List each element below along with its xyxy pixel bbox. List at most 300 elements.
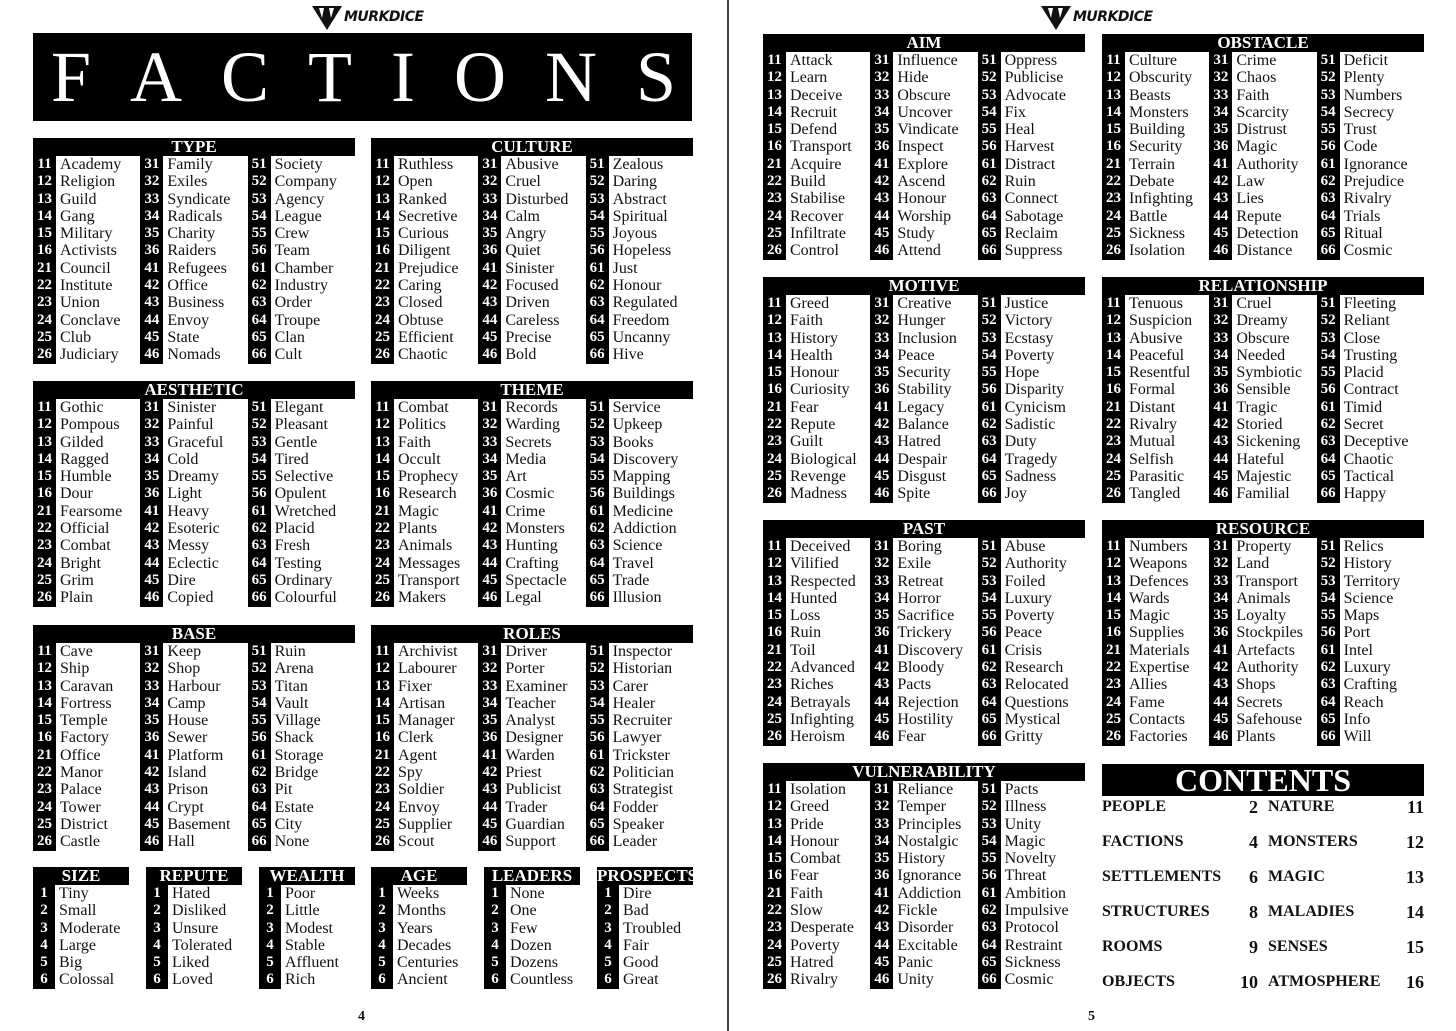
roll-number: 2: [153, 902, 161, 919]
roll-result: Obtuse: [398, 311, 444, 329]
contents-entry[interactable]: [1102, 796, 1258, 831]
roll-result: Advanced: [790, 659, 855, 677]
roll-number: 42: [1213, 173, 1229, 190]
roll-number: 64: [981, 936, 997, 953]
roll-result: Club: [60, 328, 92, 346]
roll-number: 31: [482, 156, 498, 172]
roll-result: Angry: [505, 225, 547, 243]
roll-number: 53: [981, 86, 997, 103]
contents-entry[interactable]: [1268, 831, 1424, 866]
roll-number: 16: [1106, 624, 1121, 641]
table-repute: [146, 867, 242, 989]
roll-number: 63: [981, 676, 997, 693]
roll-number: 13: [375, 677, 390, 694]
roll-number: 61: [251, 259, 267, 276]
roll-number: 11: [1106, 538, 1121, 554]
roll-result: Abusive: [505, 156, 559, 173]
roll-result: Honour: [790, 364, 839, 382]
roll-number: 35: [482, 712, 498, 729]
roll-result: Obscure: [1236, 329, 1290, 347]
roll-result: Painful: [167, 416, 214, 434]
roll-number: 64: [251, 554, 267, 571]
roll-result: Pacts: [1004, 781, 1039, 798]
roll-result: Boring: [897, 538, 942, 555]
title-letter: F: [51, 37, 92, 117]
roll-result: Security: [897, 364, 951, 382]
roll-result: Stockpiles: [1236, 624, 1303, 642]
roll-number: 22: [1106, 659, 1121, 676]
roll-number: 16: [767, 867, 782, 884]
roll-result: Porter: [505, 660, 545, 678]
contents-entry[interactable]: [1102, 866, 1258, 901]
roll-result: Discovery: [612, 450, 679, 468]
roll-number: 14: [37, 694, 52, 711]
roll-result: Agency: [274, 190, 325, 208]
roll-number: 1: [153, 885, 161, 901]
roll-result: Storied: [1236, 416, 1283, 434]
roll-number: 63: [589, 294, 605, 311]
table-column: [1317, 295, 1424, 503]
roll-number: 55: [589, 225, 605, 242]
roll-result: Prejudice: [1343, 173, 1405, 191]
contents-entry[interactable]: [1268, 866, 1424, 901]
roll-number: 63: [981, 919, 997, 936]
roll-number: 25: [37, 571, 52, 588]
roll-number: 14: [767, 346, 782, 363]
roll-number: 41: [482, 259, 498, 276]
brand-logo: [312, 4, 424, 30]
roll-number: 65: [981, 953, 997, 970]
roll-number: 22: [1106, 416, 1121, 433]
table-column: [371, 399, 478, 607]
roll-result: Resentful: [1129, 364, 1191, 382]
roll-result: Syndicate: [167, 190, 231, 208]
roll-number: 46: [1213, 242, 1229, 259]
roll-result: Madness: [790, 485, 847, 503]
roll-result: Bad: [623, 902, 649, 920]
roll-result: Support: [505, 833, 556, 851]
roll-result: Mapping: [612, 468, 671, 486]
roll-result: Honour: [790, 832, 839, 850]
roll-result: Safehouse: [1236, 710, 1303, 728]
table-column: [978, 781, 1085, 989]
roll-number: 64: [589, 798, 605, 815]
roll-number: 64: [251, 798, 267, 815]
roll-number: 66: [981, 971, 997, 988]
roll-number: 46: [874, 485, 890, 502]
contents-page-number: 10: [1240, 972, 1258, 992]
roll-result: Disliked: [172, 902, 227, 920]
roll-result: Attack: [790, 52, 833, 69]
roll-number: 4: [491, 936, 499, 953]
roll-number: 44: [874, 936, 890, 953]
roll-result: Placid: [274, 520, 315, 538]
roll-result: Magic: [398, 502, 439, 520]
table-column: [478, 643, 585, 851]
roll-result: Monsters: [505, 520, 565, 538]
roll-number: 64: [1320, 450, 1336, 467]
roll-result: Leader: [612, 833, 658, 851]
contents-entry[interactable]: [1102, 831, 1258, 866]
roll-result: Platform: [167, 746, 224, 764]
roll-number: 53: [981, 572, 997, 589]
roll-number: 11: [767, 538, 782, 554]
roll-result: Company: [274, 173, 337, 191]
roll-number: 36: [874, 624, 890, 641]
roll-number: 61: [589, 746, 605, 763]
roll-number: 63: [589, 537, 605, 554]
roll-result: Bold: [505, 346, 537, 364]
roll-number: 14: [1106, 103, 1121, 120]
roll-number: 63: [1320, 190, 1336, 207]
roll-result: Addiction: [897, 884, 962, 902]
roll-result: Rejection: [897, 693, 959, 711]
roll-number: 3: [266, 919, 274, 936]
roll-result: Castle: [60, 833, 100, 851]
roll-result: Selfish: [1129, 450, 1174, 468]
roll-number: 56: [589, 729, 605, 746]
roll-number: 62: [981, 902, 997, 919]
roll-result: Inspector: [612, 643, 673, 660]
roll-number: 26: [767, 485, 782, 502]
roll-result: Makers: [398, 589, 446, 607]
roll-result: Sadistic: [1004, 416, 1056, 434]
roll-result: Biological: [790, 450, 857, 468]
roll-result: Supplies: [1129, 624, 1185, 642]
contents-title: CONTENTS: [1102, 764, 1424, 796]
roll-number: 25: [767, 710, 782, 727]
table-column: [33, 399, 140, 607]
roll-result: Deceptive: [1343, 433, 1409, 451]
roll-number: 45: [1213, 467, 1229, 484]
roll-number: 66: [251, 833, 267, 850]
roll-number: 46: [874, 242, 890, 259]
roll-number: 65: [589, 571, 605, 588]
table-column: [870, 52, 977, 260]
roll-result: Unity: [897, 971, 934, 989]
roll-result: History: [790, 329, 838, 347]
roll-number: 64: [981, 450, 997, 467]
roll-result: Harvest: [1004, 138, 1055, 156]
roll-result: Sickness: [1129, 224, 1185, 242]
roll-result: Infiltrate: [790, 224, 846, 242]
roll-result: Raiders: [167, 242, 217, 260]
roll-result: Humble: [60, 468, 112, 486]
roll-number: 32: [144, 416, 160, 433]
roll-result: Transport: [398, 571, 460, 589]
roll-number: 33: [144, 190, 160, 207]
roll-result: Open: [398, 173, 433, 191]
roll-result: Crime: [1236, 52, 1277, 69]
roll-number: 45: [1213, 710, 1229, 727]
contents-entry[interactable]: [1102, 936, 1258, 971]
roll-result: Oppress: [1004, 52, 1058, 69]
roll-result: Fleeting: [1343, 295, 1397, 312]
roll-number: 21: [375, 502, 390, 519]
roll-result: Relocated: [1004, 676, 1069, 694]
roll-number: 41: [482, 746, 498, 763]
roll-result: Tiny: [59, 885, 89, 902]
title-letter: O: [453, 37, 506, 117]
roll-number: 62: [251, 520, 267, 537]
roll-result: Familial: [1236, 485, 1290, 503]
roll-number: 44: [1213, 693, 1229, 710]
roll-number: 55: [981, 364, 997, 381]
roll-number: 66: [251, 589, 267, 606]
roll-number: 41: [1213, 398, 1229, 415]
roll-number: 56: [589, 485, 605, 502]
roll-result: Intel: [1343, 641, 1373, 659]
contents-entry[interactable]: [1268, 936, 1424, 971]
roll-number: 34: [874, 832, 890, 849]
roll-result: Shop: [167, 660, 201, 678]
roll-result: Little: [285, 902, 320, 920]
contents-entry[interactable]: [1102, 971, 1258, 1006]
table-column: [763, 781, 870, 989]
roll-number: 51: [251, 399, 267, 415]
roll-result: Precise: [505, 328, 552, 346]
roll-result: Recruiter: [612, 712, 673, 730]
roll-number: 46: [144, 833, 160, 850]
roll-number: 2: [40, 902, 48, 919]
roll-result: Obscure: [897, 86, 951, 104]
brand-name: MURKDICE: [344, 9, 424, 25]
roll-number: 16: [375, 485, 390, 502]
roll-result: Centuries: [397, 954, 459, 972]
roll-number: 56: [251, 485, 267, 502]
contents-entry[interactable]: [1268, 901, 1424, 936]
table-past: [763, 520, 1085, 746]
roll-result: Hide: [897, 69, 929, 87]
roll-number: 24: [37, 311, 52, 328]
roll-result: Bright: [60, 554, 101, 572]
contents-label: NATURE: [1268, 798, 1335, 815]
roll-result: Peace: [1004, 624, 1042, 642]
roll-number: 62: [589, 520, 605, 537]
roll-number: 63: [1320, 676, 1336, 693]
roll-result: Few: [510, 919, 538, 937]
roll-result: Scout: [398, 833, 435, 851]
contents-entry[interactable]: [1268, 971, 1424, 1006]
roll-result: Careless: [505, 311, 560, 329]
roll-result: Territory: [1343, 572, 1401, 590]
roll-result: Activists: [60, 242, 117, 260]
roll-result: Dire: [623, 885, 652, 902]
roll-result: Judiciary: [60, 346, 119, 364]
roll-number: 55: [589, 468, 605, 485]
roll-result: Hopeless: [612, 242, 672, 260]
roll-number: 53: [589, 433, 605, 450]
roll-number: 15: [37, 468, 52, 485]
roll-number: 31: [874, 781, 890, 797]
roll-result: Efficient: [398, 328, 454, 346]
roll-number: 12: [1106, 69, 1121, 86]
roll-result: Radicals: [167, 207, 223, 225]
roll-number: 15: [1106, 121, 1121, 138]
roll-result: Great: [623, 971, 659, 989]
roll-result: Hive: [612, 346, 644, 364]
roll-result: Clan: [274, 328, 305, 346]
table-header: LEADERS: [484, 867, 580, 885]
roll-result: Principles: [897, 815, 962, 833]
roll-result: Illusion: [612, 589, 662, 607]
roll-result: Ruthless: [398, 156, 454, 173]
table-column: [478, 156, 585, 364]
roll-number: 15: [375, 712, 390, 729]
table-column: [978, 295, 1085, 503]
roll-result: Copied: [167, 589, 214, 607]
roll-result: Media: [505, 450, 547, 468]
roll-result: Guilt: [790, 433, 823, 451]
roll-result: Authority: [1236, 659, 1299, 677]
roll-result: Hunting: [505, 537, 558, 555]
roll-number: 63: [251, 781, 267, 798]
roll-result: Land: [1236, 555, 1270, 573]
roll-result: Trader: [505, 798, 548, 816]
contents-page-number: 14: [1406, 902, 1424, 922]
roll-result: Troupe: [274, 311, 321, 329]
roll-result: Abuse: [1004, 538, 1046, 555]
roll-result: Connect: [1004, 190, 1058, 208]
roll-number: 3: [378, 919, 386, 936]
roll-result: Chaos: [1236, 69, 1277, 87]
roll-result: Loss: [790, 607, 821, 625]
roll-number: 5: [378, 954, 386, 971]
table-column: [1102, 538, 1209, 746]
roll-result: Wretched: [274, 502, 337, 520]
roll-result: Luxury: [1004, 589, 1052, 607]
roll-number: 3: [604, 919, 612, 936]
roll-number: 54: [251, 207, 267, 224]
roll-result: Beasts: [1129, 86, 1171, 104]
roll-result: Artisan: [398, 694, 446, 712]
roll-result: Panic: [897, 953, 933, 971]
roll-number: 53: [251, 433, 267, 450]
roll-number: 36: [144, 242, 160, 259]
roll-number: 66: [1320, 728, 1336, 745]
roll-number: 52: [981, 555, 997, 572]
roll-result: Distant: [1129, 398, 1176, 416]
contents-entry[interactable]: [1268, 796, 1424, 831]
roll-result: Sabotage: [1004, 207, 1064, 225]
contents-label: ATMOSPHERE: [1268, 973, 1381, 990]
table-column: [33, 643, 140, 851]
roll-result: Selective: [274, 468, 334, 486]
roll-number: 46: [482, 833, 498, 850]
roll-result: Pit: [274, 781, 293, 799]
roll-number: 33: [1213, 329, 1229, 346]
contents-page-number: 9: [1249, 937, 1258, 957]
table-header: CULTURE: [371, 138, 693, 156]
roll-result: Weapons: [1129, 555, 1188, 573]
contents-entry[interactable]: [1102, 901, 1258, 936]
roll-number: 61: [589, 259, 605, 276]
roll-result: History: [1343, 555, 1392, 573]
roll-result: Infighting: [1129, 190, 1193, 208]
roll-number: 25: [767, 467, 782, 484]
roll-number: 26: [37, 589, 52, 606]
roll-result: Curious: [398, 225, 449, 243]
roll-result: Order: [274, 294, 312, 312]
roll-number: 23: [767, 676, 782, 693]
roll-result: Fickle: [897, 902, 938, 920]
roll-result: Envoy: [398, 798, 440, 816]
roll-number: 24: [1106, 207, 1121, 224]
roll-number: 34: [482, 207, 498, 224]
roll-result: Luxury: [1343, 659, 1391, 677]
table-vulnerability: [763, 763, 1085, 989]
roll-number: 54: [251, 450, 267, 467]
roll-number: 11: [767, 295, 782, 311]
roll-number: 46: [1213, 728, 1229, 745]
roll-number: 16: [1106, 138, 1121, 155]
table-column: [248, 643, 355, 851]
roll-number: 56: [589, 242, 605, 259]
roll-number: 61: [251, 502, 267, 519]
roll-result: Crew: [274, 225, 310, 243]
roll-result: Prophecy: [398, 468, 459, 486]
roll-number: 32: [874, 798, 890, 815]
roll-number: 36: [482, 485, 498, 502]
roll-number: 21: [767, 641, 782, 658]
roll-result: Science: [612, 537, 663, 555]
roll-number: 44: [482, 798, 498, 815]
roll-result: Deceived: [790, 538, 851, 555]
roll-number: 22: [767, 173, 782, 190]
roll-number: 65: [981, 467, 997, 484]
contents-label: STRUCTURES: [1102, 903, 1210, 920]
table-header: BASE: [33, 625, 355, 643]
roll-result: Ship: [60, 660, 90, 678]
table-age: [371, 867, 467, 989]
roll-number: 13: [37, 190, 52, 207]
roll-number: 44: [144, 554, 160, 571]
roll-result: Rich: [285, 971, 316, 989]
roll-number: 43: [1213, 676, 1229, 693]
roll-number: 13: [1106, 329, 1121, 346]
roll-result: Tactical: [1343, 467, 1395, 485]
roll-result: Legal: [505, 589, 542, 607]
roll-number: 46: [144, 346, 160, 363]
roll-result: Rivalry: [790, 971, 838, 989]
roll-number: 41: [1213, 641, 1229, 658]
roll-number: 61: [981, 398, 997, 415]
roll-result: Secrets: [1236, 693, 1283, 711]
roll-result: Science: [1343, 589, 1394, 607]
roll-result: Fresh: [274, 537, 311, 555]
roll-number: 53: [251, 677, 267, 694]
roll-number: 14: [1106, 589, 1121, 606]
roll-number: 4: [266, 936, 274, 953]
roll-result: Politician: [612, 764, 674, 782]
roll-number: 51: [981, 538, 997, 554]
roll-number: 26: [767, 728, 782, 745]
roll-number: 36: [874, 138, 890, 155]
roll-result: Secret: [1343, 416, 1384, 434]
roll-number: 34: [144, 450, 160, 467]
roll-number: 53: [589, 190, 605, 207]
roll-result: Reliance: [897, 781, 954, 798]
roll-number: 55: [251, 225, 267, 242]
roll-result: Pride: [790, 815, 824, 833]
roll-number: 42: [144, 764, 160, 781]
roll-result: Harbour: [167, 677, 221, 695]
roll-number: 21: [1106, 398, 1121, 415]
table-roles: [371, 625, 693, 851]
roll-number: 42: [482, 520, 498, 537]
roll-number: 31: [144, 643, 160, 659]
roll-number: 52: [981, 798, 997, 815]
